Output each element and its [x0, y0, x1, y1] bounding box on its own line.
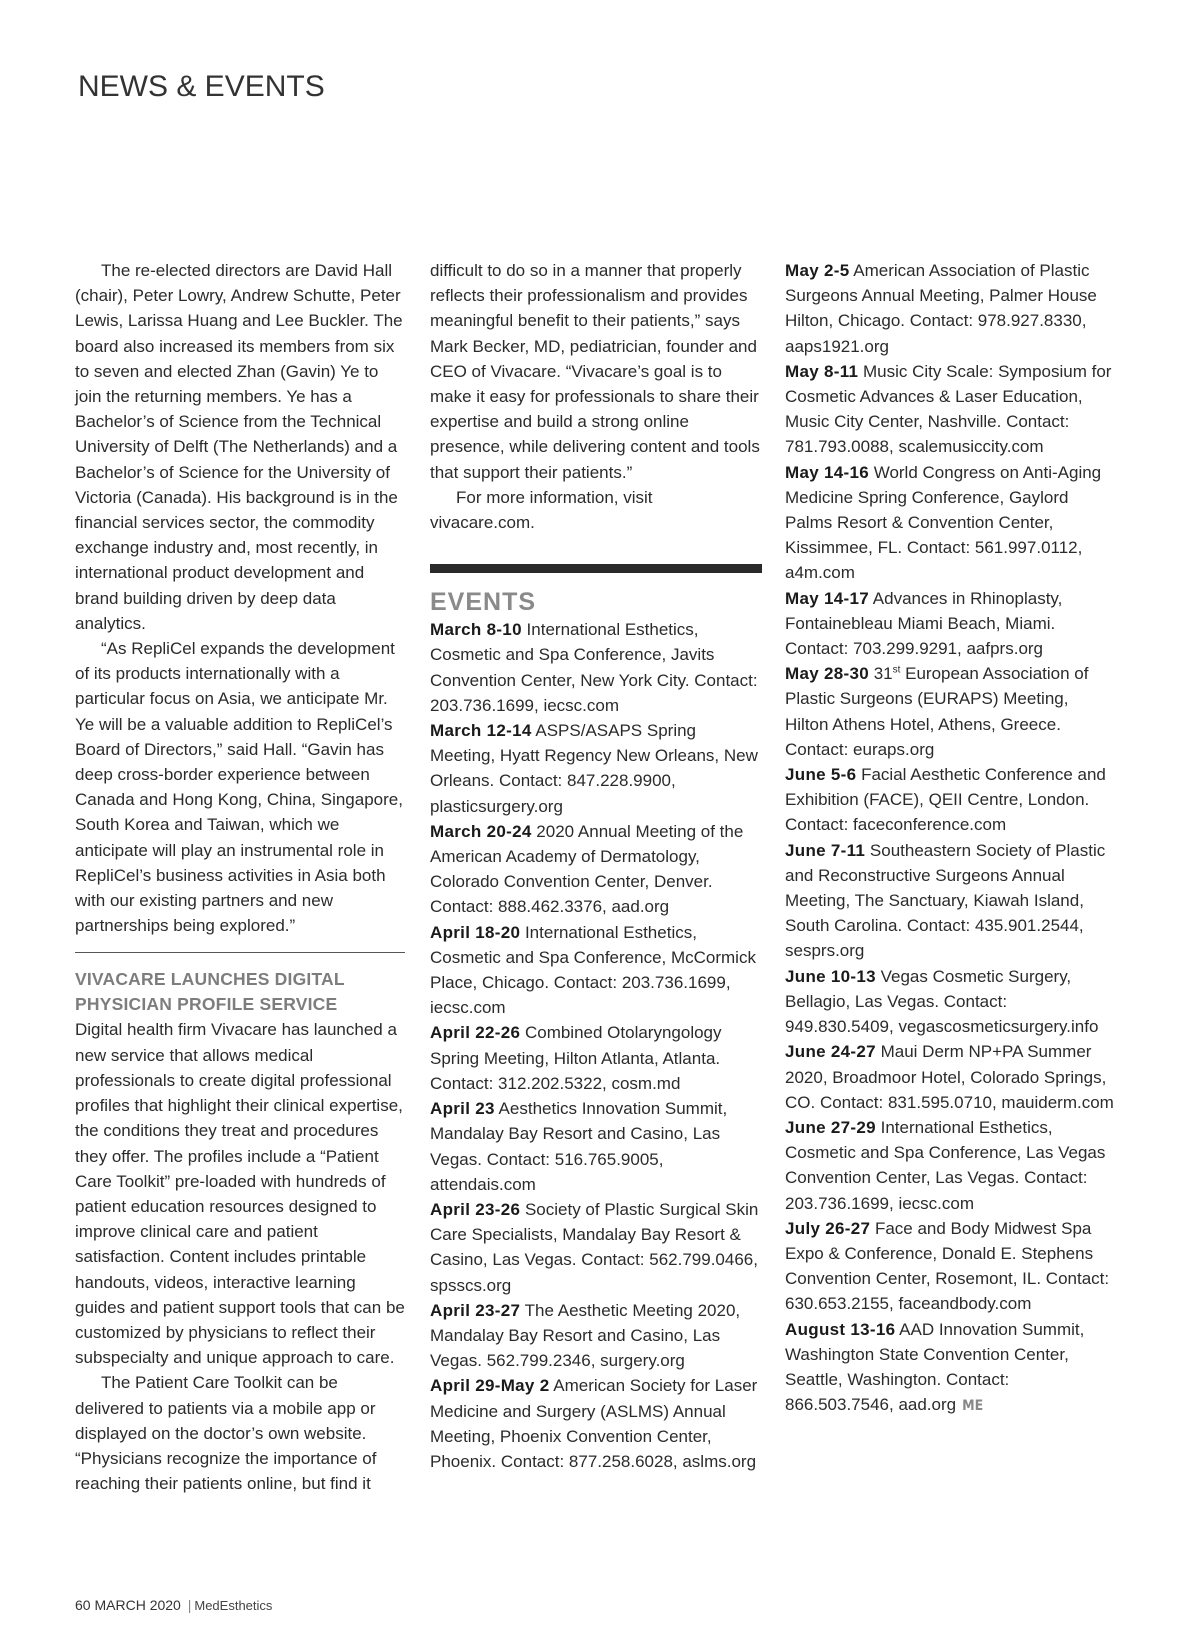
event-item — [430, 1197, 762, 1298]
event-details: International Esthetics, Cosmetic and Spa Conference, Javits Convention Center, New York City. Contact: 203.736.1699, iecsc.com — [430, 620, 758, 715]
event-date: August 13-16 — [785, 1319, 896, 1339]
event-item — [430, 1373, 762, 1474]
event-date: April 23-27 — [430, 1300, 521, 1320]
event-details: European Association of Plastic Surgeons (EURAPS) Meeting, Hilton Athens Hotel, Athens, Greece. Contact: euraps.org — [785, 664, 1089, 759]
event-details: Southeastern Society of Plastic and Reconstructive Surgeons Annual Meeting, The Sanctuary, Kiawah Island, South Carolina. Contact: 435.901.2544, sesprs.org — [785, 840, 1106, 961]
event-ordinal-number: 31 — [868, 664, 893, 684]
event-details: Maui Derm NP+PA Summer 2020, Broadmoor Hotel, Colorado Springs, CO. Contact: 831.595.0710, mauiderm.com — [785, 1042, 1114, 1112]
event-date: April 22-26 — [430, 1023, 521, 1043]
event-item — [430, 718, 762, 819]
event-details: 2020 Annual Meeting of the American Academy of Dermatology, Colorado Convention Center, Denver. Contact: 888.462.3376, aad.org — [430, 821, 744, 917]
event-item — [785, 586, 1115, 662]
events-column-3 — [785, 258, 1115, 1419]
event-date: June 27-29 — [785, 1117, 876, 1137]
event-date: April 18-20 — [430, 922, 521, 942]
event-details: American Association of Plastic Surgeons Annual Meeting, Palmer House Hilton, Chicago. Contact: 978.927.8330, aaps1921.org — [785, 261, 1097, 356]
event-details: The Aesthetic Meeting 2020, Mandalay Bay Resort and Casino, Las Vegas. 562.799.2346, surgery.org — [430, 1300, 741, 1371]
article-subheading: VIVACARE LAUNCHES DIGITAL PHYSICIAN PROFILE SERVICE — [75, 969, 345, 1015]
event-ordinal-suffix: st — [892, 664, 901, 676]
end-mark-logo: ME — [962, 1398, 984, 1415]
event-details: Vegas Cosmetic Surgery, Bellagio, Las Vegas. Contact: 949.830.5409, vegascosmeticsurgery.info — [785, 966, 1099, 1037]
footer-separator: | — [187, 1597, 192, 1613]
page-number: 60 — [75, 1597, 91, 1613]
article-paragraph: For more information, visit vivacare.com. — [430, 487, 653, 533]
events-heading: EVENTS — [430, 588, 537, 617]
article-column-2 — [430, 258, 762, 1474]
event-details: Advances in Rhinoplasty, Fontainebleau Miami Beach, Miami. Contact: 703.299.9291, aafprs.org — [785, 588, 1063, 659]
event-date: May 14-17 — [785, 588, 869, 608]
article-paragraph: “As RepliCel expands the development of its products internationally with a particular focus on Asia, we anticipate Mr. Ye will be a valuable addition to RepliCel’s Board of Directors,” said Hall. “Gavin has deep cross-border experience between Canada and Hong Kong, China, Singapore, South Korea and Taiwan, which we anticipate will play an instrumental role in RepliCel’s business activities in Asia both with our existing partners and new partnerships being explored.” — [75, 639, 403, 936]
event-date: May 14-16 — [785, 462, 869, 482]
event-item — [785, 258, 1115, 359]
magazine-name: MedEsthetics — [194, 1598, 273, 1613]
event-date: March 12-14 — [430, 721, 532, 741]
event-date: April 29-May 2 — [430, 1376, 550, 1396]
event-item — [785, 661, 1115, 762]
event-details: International Esthetics, Cosmetic and Spa Conference, Las Vegas Convention Center, Las Vegas. Contact: 203.736.1699, iecsc.com — [785, 1117, 1106, 1213]
event-item — [430, 819, 762, 920]
event-item — [430, 617, 762, 718]
article-paragraph: difficult to do so in a manner that properly reflects their professionalism and provides meaningful benefit to their patients,” says Mark Becker, MD, pediatrician, founder and CEO of Vivacare. “Vivacare’s goal is to make it easy for professionals to share their expertise and build a strong online presence, while delivering content and tools that support their patients.” — [430, 261, 760, 482]
event-date: May 2-5 — [785, 261, 850, 280]
events-divider — [430, 564, 762, 573]
event-date: March 8-10 — [430, 620, 522, 640]
event-item — [785, 1039, 1115, 1115]
event-date: April 23 — [430, 1099, 495, 1119]
event-item — [430, 1096, 762, 1197]
event-details: Music City Scale: Symposium for Cosmetic Advances & Laser Education, Music City Center, Nashville. Contact: 781.793.0088, scalemusiccity.com — [785, 361, 1112, 457]
event-details: ASPS/ASAPS Spring Meeting, Hyatt Regency New Orleans, New Orleans. Contact: 847.228.9900, plasticsurgery.org — [430, 721, 758, 816]
event-date: May 28-30 — [785, 664, 869, 684]
event-item — [785, 838, 1115, 964]
article-column-1 — [75, 258, 405, 1496]
event-date: June 7-11 — [785, 840, 866, 860]
event-date: March 20-24 — [430, 821, 532, 841]
event-details: Society of Plastic Surgical Skin Care Specialists, Mandalay Bay Resort & Casino, Las Vegas. Contact: 562.799.0466, spsscs.org — [430, 1199, 759, 1295]
article-paragraph: Digital health firm Vivacare has launched a new service that allows medical professionals to create digital professional profiles that highlight their clinical expertise, the conditions they treat and procedures they offer. The profiles include a “Patient Care Toolkit” pre-loaded with hundreds of patient education resources designed to improve clinical care and patient satisfaction. Content includes printable handouts, videos, interactive learning guides and patient support tools that can be customized by physicians to reflect their subspecialty and unique approach to care. — [75, 1020, 405, 1368]
event-item — [785, 1317, 1115, 1420]
event-date: May 8-11 — [785, 361, 859, 381]
event-details: Combined Otolaryngology Spring Meeting, Hilton Atlanta, Atlanta. Contact: 312.202.5322, cosm.md — [430, 1023, 722, 1093]
event-date: July 26-27 — [785, 1218, 871, 1238]
event-details: World Congress on Anti-Aging Medicine Spring Conference, Gaylord Palms Resort & Convention Center, Kissimmee, FL. Contact: 561.997.0112, a4m.com — [785, 462, 1102, 583]
event-item — [430, 1020, 762, 1096]
event-item — [430, 920, 762, 1021]
issue-date: MARCH 2020 — [94, 1597, 181, 1613]
event-item — [785, 1115, 1115, 1216]
event-details: International Esthetics, Cosmetic and Spa Conference, McCormick Place, Chicago. Contact: 203.736.1699, iecsc.com — [430, 922, 756, 1018]
section-header: NEWS & EVENTS — [78, 70, 325, 103]
event-details: American Society for Laser Medicine and Surgery (ASLMS) Annual Meeting, Phoenix Convention Center, Phoenix. Contact: 877.258.6028, aslms.org — [430, 1376, 758, 1471]
event-item — [785, 1216, 1115, 1317]
event-details: Aesthetics Innovation Summit, Mandalay Bay Resort and Casino, Las Vegas. Contact: 516.765.9005, attendais.com — [430, 1099, 728, 1194]
page-footer — [75, 1597, 272, 1613]
event-item — [785, 964, 1115, 1040]
event-item — [785, 460, 1115, 586]
section-divider — [75, 952, 405, 953]
article-paragraph: The re-elected directors are David Hall (chair), Peter Lowry, Andrew Schutte, Peter Lewis, Larissa Huang and Lee Buckler. The board also increased its members from six to seven and elected Zhan (Gavin) Ye to join the returning members. Ye has a Bachelor’s of Science from the Technical University of Delft (The Netherlands) and a Bachelor’s of Science for the University of Victoria (Canada). His background is in the financial services sector, the commodity exchange industry and, most recently, in international product development and brand building driven by deep data analytics. — [75, 261, 403, 633]
event-details: Face and Body Midwest Spa Expo & Conference, Donald E. Stephens Convention Center, Rosemont, IL. Contact: 630.653.2155, faceandbody.com — [785, 1218, 1110, 1314]
article-paragraph: The Patient Care Toolkit can be delivered to patients via a mobile app or displayed on the doctor’s own website. “Physicians recognize the importance of reaching their patients online, but find it — [75, 1373, 377, 1494]
event-date: June 10-13 — [785, 966, 876, 986]
event-date: April 23-26 — [430, 1199, 521, 1219]
event-item — [430, 1298, 762, 1374]
event-item — [785, 359, 1115, 460]
event-date: June 5-6 — [785, 765, 857, 785]
event-details: Facial Aesthetic Conference and Exhibition (FACE), QEII Centre, London. Contact: faceconference.com — [785, 765, 1106, 835]
event-details: AAD Innovation Summit, Washington State Convention Center, Seattle, Washington. Contact: 866.503.7546, aad.org — [785, 1319, 1085, 1415]
event-item — [785, 762, 1115, 838]
event-date: June 24-27 — [785, 1042, 876, 1062]
